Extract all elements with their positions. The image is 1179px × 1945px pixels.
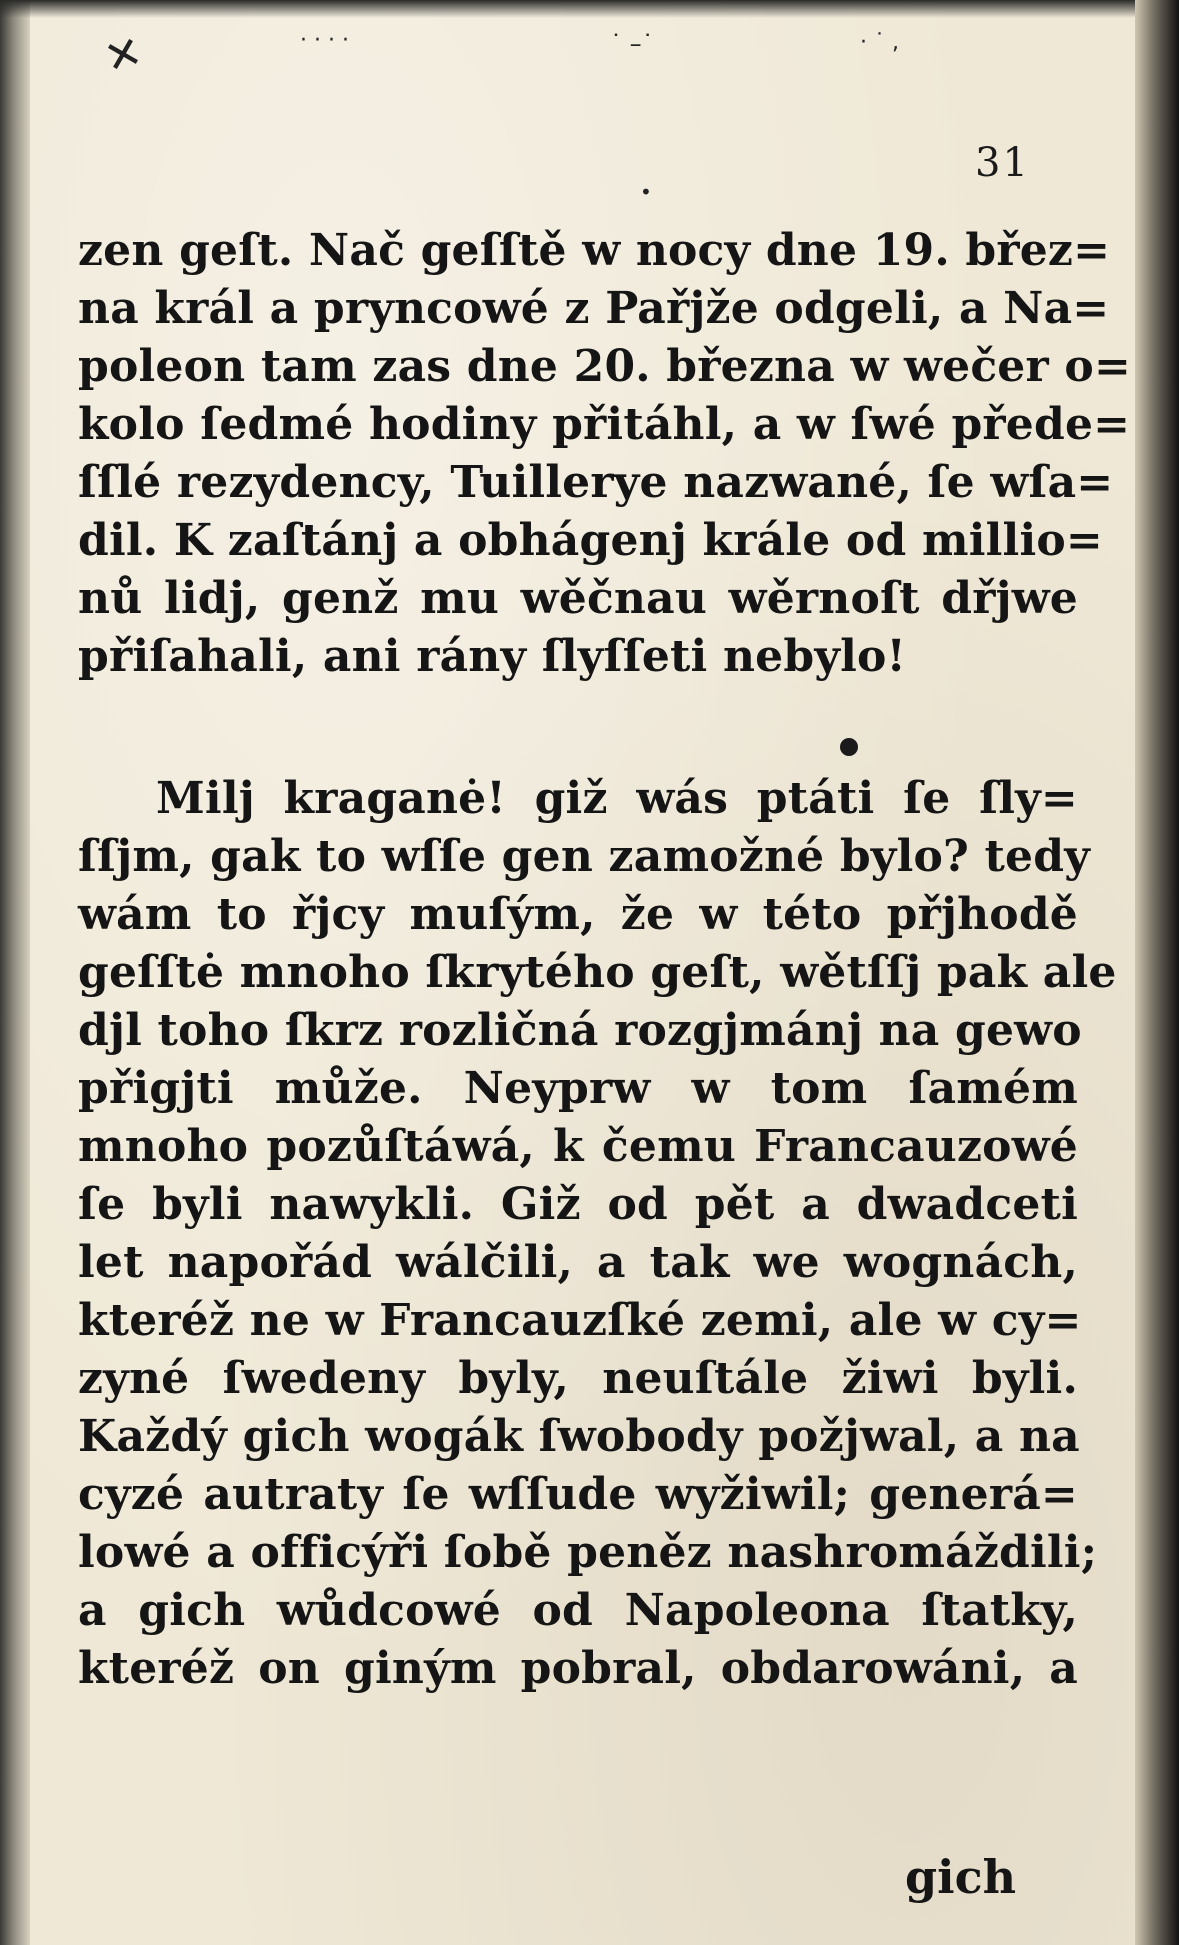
speck-mark: · ˙ , bbox=[860, 30, 899, 55]
speck-mark: • bbox=[640, 180, 652, 204]
text-line: wám to řjcy muſým, že w této přjhodě bbox=[78, 889, 1078, 940]
text-line: na král a pryncowé z Pařjže odgeli, a Na= bbox=[78, 283, 1110, 334]
page-text-block bbox=[78, 222, 1132, 1698]
top-edge-shadow bbox=[0, 0, 1179, 18]
text-line: dil. K zaſtánj a obhágenj krále od millio= bbox=[78, 515, 1103, 566]
text-line: cyzé autraty ſe wſſude wyžiwil; generá= bbox=[78, 1469, 1078, 1520]
text-line: Milj kraganė! giž wás ptáti ſe ſly= bbox=[156, 773, 1078, 824]
text-line: ſſlé rezydency, Tuillerye nazwané, ſe wſa= bbox=[78, 457, 1114, 508]
text-line: přigjti může. Neyprw w tom ſamém bbox=[78, 1063, 1078, 1114]
paragraph-gap bbox=[78, 686, 1078, 770]
text-line: přiſahali, ani rány ſlyſſeti nebylo! bbox=[78, 631, 907, 682]
page-gutter-shadow bbox=[0, 0, 30, 1945]
text-line: geſſtė mnoho ſkrytého geſt, wětſſj pak ale bbox=[78, 947, 1117, 998]
text-line: poleon tam zas dne 20. března w wečer o= bbox=[78, 341, 1132, 392]
text-line: kolo ſedmé hodiny přitáhl, a w ſwé přede= bbox=[78, 399, 1131, 450]
text-line: Každý gich wogák ſwobody požjwal, a na bbox=[78, 1411, 1080, 1462]
text-line: a gich wůdcowé od Napoleona ſtatky, bbox=[78, 1585, 1078, 1636]
text-line: let napořád wálčili, a tak we wognách, bbox=[78, 1237, 1078, 1288]
text-line: zen geſt. Nač geſſtě w nocy dne 19. břez= bbox=[78, 225, 1111, 276]
margin-scribble-mark: ✕ bbox=[99, 26, 148, 85]
text-line: lowé a officýři ſobě peněz nashromáždili; bbox=[78, 1527, 1098, 1578]
text-line: nů lidj, genž mu wěčnau wěrnoſt dřjwe bbox=[78, 573, 1078, 624]
speck-mark: ˙ –˙ bbox=[610, 30, 654, 58]
right-edge-shadow bbox=[1135, 0, 1179, 1945]
text-line: zyné ſwedeny byly, neuſtále žiwi byli. bbox=[78, 1353, 1078, 1404]
speck-mark: · · · · bbox=[300, 28, 349, 53]
text-line: kteréž ne w Francauzſké zemi, ale w cy= bbox=[78, 1295, 1082, 1346]
text-line: mnoho pozůſtáwá, k čemu Francauzowé bbox=[78, 1121, 1078, 1172]
ink-blot bbox=[840, 738, 858, 756]
page-number: 31 bbox=[975, 140, 1030, 186]
text-line: djl toho ſkrz rozličná rozgjmánj na gewo bbox=[78, 1005, 1082, 1056]
text-line: ſe byli nawykli. Giž od pět a dwadceti bbox=[78, 1179, 1078, 1230]
text-line: kteréž on giným pobral, obdarowáni, a bbox=[78, 1643, 1078, 1694]
catchword: gich bbox=[905, 1850, 1017, 1904]
text-line: ſſjm, gak to wſſe gen zamožné bylo? tedy bbox=[78, 831, 1090, 882]
